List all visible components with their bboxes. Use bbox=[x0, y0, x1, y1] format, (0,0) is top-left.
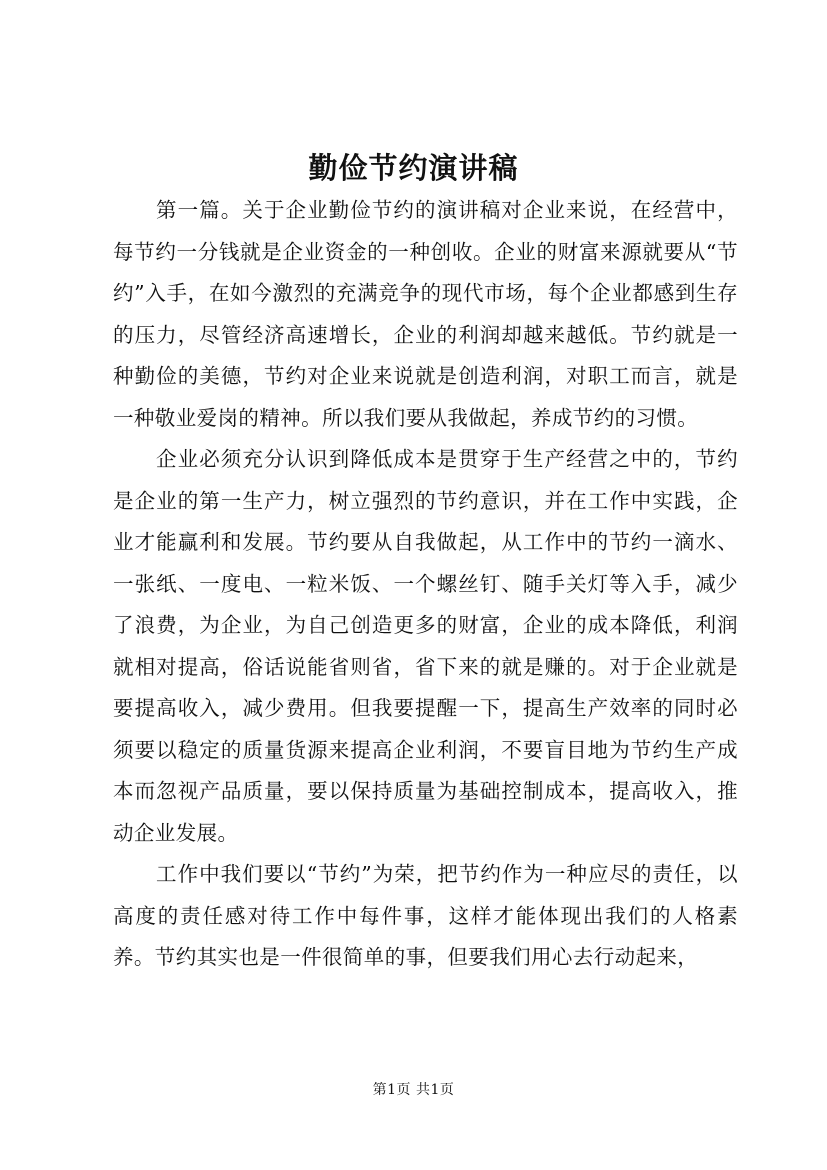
document-title: 勤俭节约演讲稿 bbox=[308, 151, 519, 185]
paragraph-3: 工作中我们要以“节约”为荣，把节约作为一种应尽的责任，以高度的责任感对待工作中每件事，这样才能体现出我们的人格素养。节约其实也是一件很简单的事，但要我们用心去行动起来， bbox=[113, 862, 738, 969]
paragraph-2: 企业必须充分认识到降低成本是贯穿于生产经营之中的，节约是企业的第一生产力，树立强烈的节约意识，并在工作中实践，企业才能赢利和发展。节约要从自我做起，从工作中的节约一滴水、一张纸、一度电、一粒米饭、一个螺丝钉、随手关灯等入手，减少了浪费，为企业，为自己创造更多的财富，企业的成本降低，利润就相对提高，俗话说能省则省，省下来的就是赚的。对于企业就是要提高收入，减少费用。但我要提醒一下，提高生产效率的同时必须要以稳定的质量货源来提高企业利润，不要盲目地为节约生产成本而忽视产品质量，要以保持质量为基础控制成本，提高收入，推动企业发展。 bbox=[113, 447, 738, 845]
paragraph-1: 第一篇。关于企业勤俭节约的演讲稿对企业来说，在经营中，每节约一分钱就是企业资金的一种创收。企业的财富来源就要从“节约”入手，在如今激烈的充满竞争的现代市场，每个企业都感到生存的压力，尽管经济高速增长，企业的利润却越来越低。节约就是一种勤俭的美德，节约对企业来说就是创造利润，对职工而言，就是一种敬业爱岗的精神。所以我们要从我做起，养成节约的习惯。 bbox=[113, 198, 738, 430]
page-footer: 第1页 共1页 bbox=[372, 1082, 455, 1098]
document-body bbox=[113, 190, 738, 979]
